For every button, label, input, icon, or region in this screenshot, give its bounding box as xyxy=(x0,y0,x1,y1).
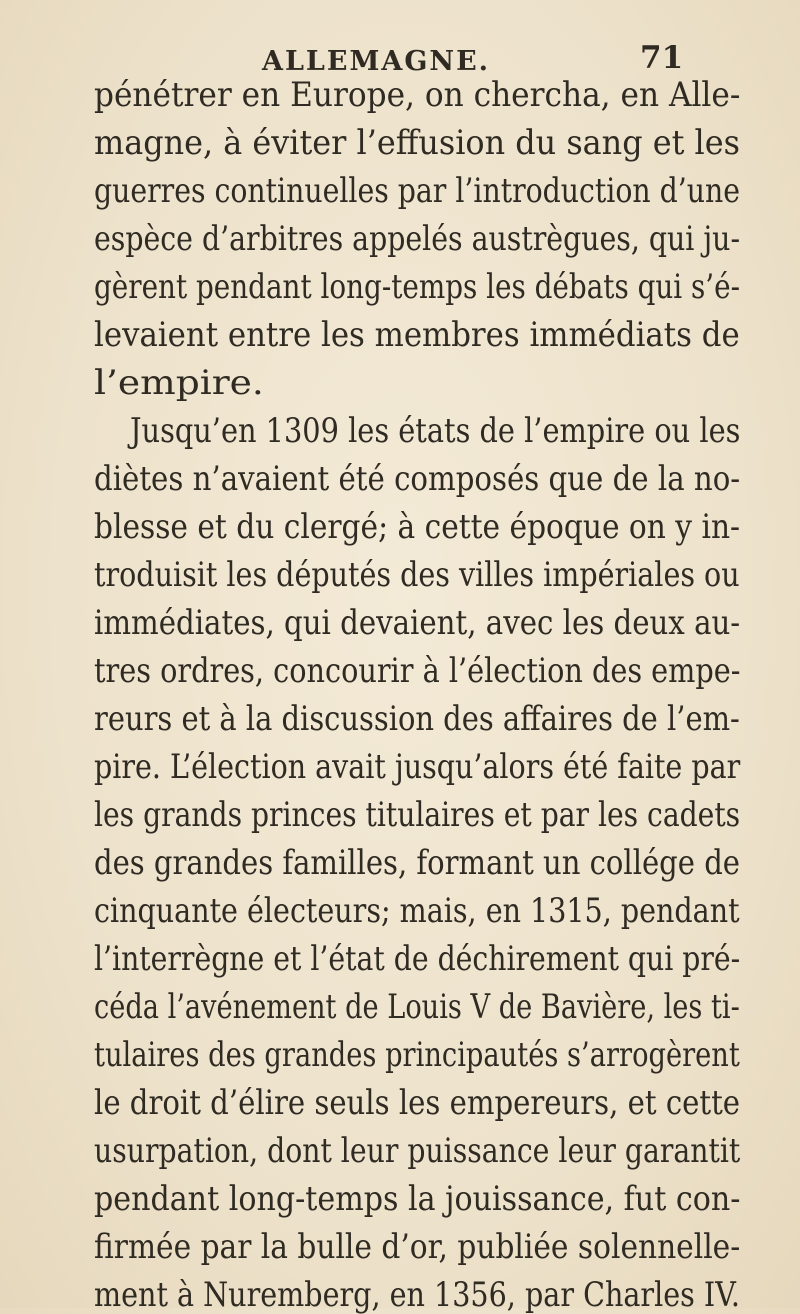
running-head: ALLEMAGNE. xyxy=(262,46,491,77)
text-line: pire. L’élection avait jusqu’alors été faite par xyxy=(94,747,741,786)
text-line: firmée par la bulle d’or, publiée solennelle- xyxy=(94,1227,741,1266)
text-line: céda l’avénement de Louis V de Bavière, les ti- xyxy=(94,987,740,1026)
text-line: l’empire. xyxy=(94,363,264,402)
text-line: cinquante électeurs; mais, en 1315, pendant xyxy=(94,891,740,930)
text-line: Jusqu’en 1309 les états de l’empire ou les xyxy=(130,411,741,450)
text-line: guerres continuelles par l’introduction d’une xyxy=(94,171,741,210)
text-line: des grandes familles, formant un collége de xyxy=(94,843,740,882)
text-line: usurpation, dont leur puissance leur garantit xyxy=(94,1131,741,1170)
text-line: reurs et à la discussion des affaires de l’em- xyxy=(94,699,740,738)
text-line: tulaires des grandes principautés s’arrogèrent xyxy=(94,1035,740,1074)
text-line: levaient entre les membres immédiats de xyxy=(94,315,740,354)
text-line: les grands princes titulaires et par les cadets xyxy=(94,795,741,834)
text-line: troduisit les députés des villes impériales ou xyxy=(94,555,740,594)
text-line: gèrent pendant long-temps les débats qui s’é- xyxy=(94,267,741,306)
text-line: tres ordres, concourir à l’élection des empe- xyxy=(94,651,741,690)
text-line: pendant long-temps la jouissance, fut con- xyxy=(94,1179,741,1218)
page-number: 71 xyxy=(640,40,684,76)
text-line: ment à Nuremberg, en 1356, par Charles IV. xyxy=(94,1275,740,1314)
text-line: espèce d’arbitres appelés austrègues, qui ju- xyxy=(94,219,741,258)
text-line: blesse et du clergé; à cette époque on y in- xyxy=(94,507,741,546)
text-line: l’interrègne et l’état de déchirement qui pré- xyxy=(94,939,741,978)
text-line: magne, à éviter l’effusion du sang et les xyxy=(94,123,740,162)
text-line: immédiates, qui devaient, avec les deux au- xyxy=(94,603,741,642)
text-line: pénétrer en Europe, on chercha, en Alle- xyxy=(94,75,741,114)
text-line: diètes n’avaient été composés que de la no- xyxy=(94,459,741,498)
text-line: le droit d’élire seuls les empereurs, et cette xyxy=(94,1083,741,1122)
